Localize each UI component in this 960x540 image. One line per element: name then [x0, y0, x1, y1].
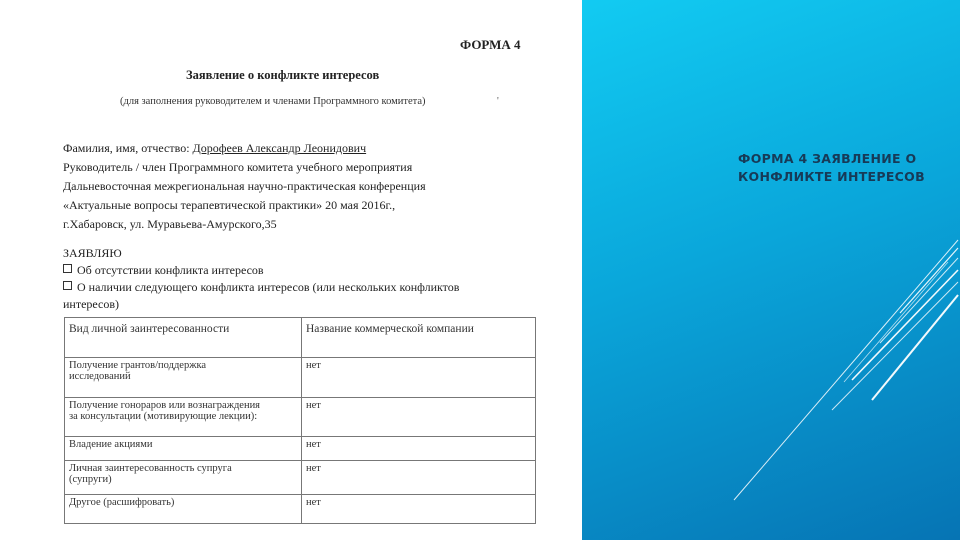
checkbox-icon: [63, 281, 72, 290]
deco-line: [880, 258, 958, 343]
role-line: Руководитель / член Программного комитета учебного мероприятия: [63, 160, 413, 174]
table-row: [65, 437, 536, 461]
kind-cell: [65, 358, 302, 398]
kind-cell: [65, 437, 302, 461]
declarant-details: [63, 139, 426, 234]
table-row: [65, 461, 536, 495]
column-header-kind: Вид личной заинтересованности: [65, 318, 302, 358]
checkbox-icon: [63, 264, 72, 273]
option-no-conflict: [63, 262, 533, 279]
kind-cell: [65, 398, 302, 437]
form-number: ФОРМА 4: [460, 37, 521, 52]
kind-text: Личная заинтересованность супруга: [69, 463, 232, 474]
deco-line: [852, 270, 958, 380]
deco-line: [832, 282, 958, 410]
conflict-table: [64, 317, 536, 524]
company-cell: нет: [302, 358, 536, 398]
company-cell: нет: [302, 461, 536, 495]
table-header: [65, 318, 536, 358]
declare-heading: ЗАЯВЛЯЮ: [63, 246, 122, 260]
deco-line: [844, 262, 948, 382]
option-conflict: [63, 279, 533, 296]
company-cell: нет: [302, 398, 536, 437]
kind-text: Другое (расшифровать): [69, 497, 175, 508]
kind-text: исследований: [69, 371, 131, 382]
form-subtitle: (для заполнения руководителем и членами Программного комитета): [120, 96, 426, 107]
kind-cell: [65, 461, 302, 495]
table-row: [65, 398, 536, 437]
column-header-company: Название коммерческой компании: [302, 318, 536, 358]
option-conflict-continued: интересов): [63, 297, 120, 311]
slide-title: ФОРМА 4 ЗАЯВЛЕНИЕ О КОНФЛИКТЕ ИНТЕРЕСОВ: [738, 151, 925, 184]
declaration-section: [63, 245, 533, 313]
kind-text: Получение гонораров или вознаграждения: [69, 400, 261, 411]
kind-text: за консультации (мотивирующие лекции):: [69, 411, 258, 422]
name-label: Фамилия, имя, отчество:: [63, 141, 190, 155]
table-row: [65, 358, 536, 398]
kind-text: (супруги): [69, 474, 112, 485]
option-no-conflict-label: Об отсутствии конфликта интересов: [77, 263, 264, 277]
table-row: [65, 495, 536, 524]
kind-text: Владение акциями: [69, 439, 153, 450]
event-line-2: «Актуальные вопросы терапевтической практики» 20 мая 2016г.,: [63, 198, 396, 212]
stray-mark: ': [497, 96, 499, 107]
deco-line: [900, 248, 958, 313]
deco-line: [872, 295, 958, 400]
slide-title-panel: [582, 0, 960, 540]
address-line: г.Хабаровск, ул. Муравьева-Амурского,35: [63, 217, 277, 231]
deco-line: [734, 240, 958, 500]
kind-text: Получение грантов/поддержка: [69, 360, 207, 371]
company-cell: нет: [302, 495, 536, 524]
kind-cell: [65, 495, 302, 524]
option-conflict-label: О наличии следующего конфликта интересов (или нескольких конфликтов: [77, 280, 460, 294]
form-title: Заявление о конфликте интересов: [186, 68, 380, 82]
decorative-lines: [582, 0, 960, 540]
name-value: Дорофеев Александр Леонидович: [192, 141, 367, 155]
company-cell: нет: [302, 437, 536, 461]
event-line-1: Дальневосточная межрегиональная научно-практическая конференция: [63, 179, 426, 193]
name-line: [63, 139, 426, 158]
